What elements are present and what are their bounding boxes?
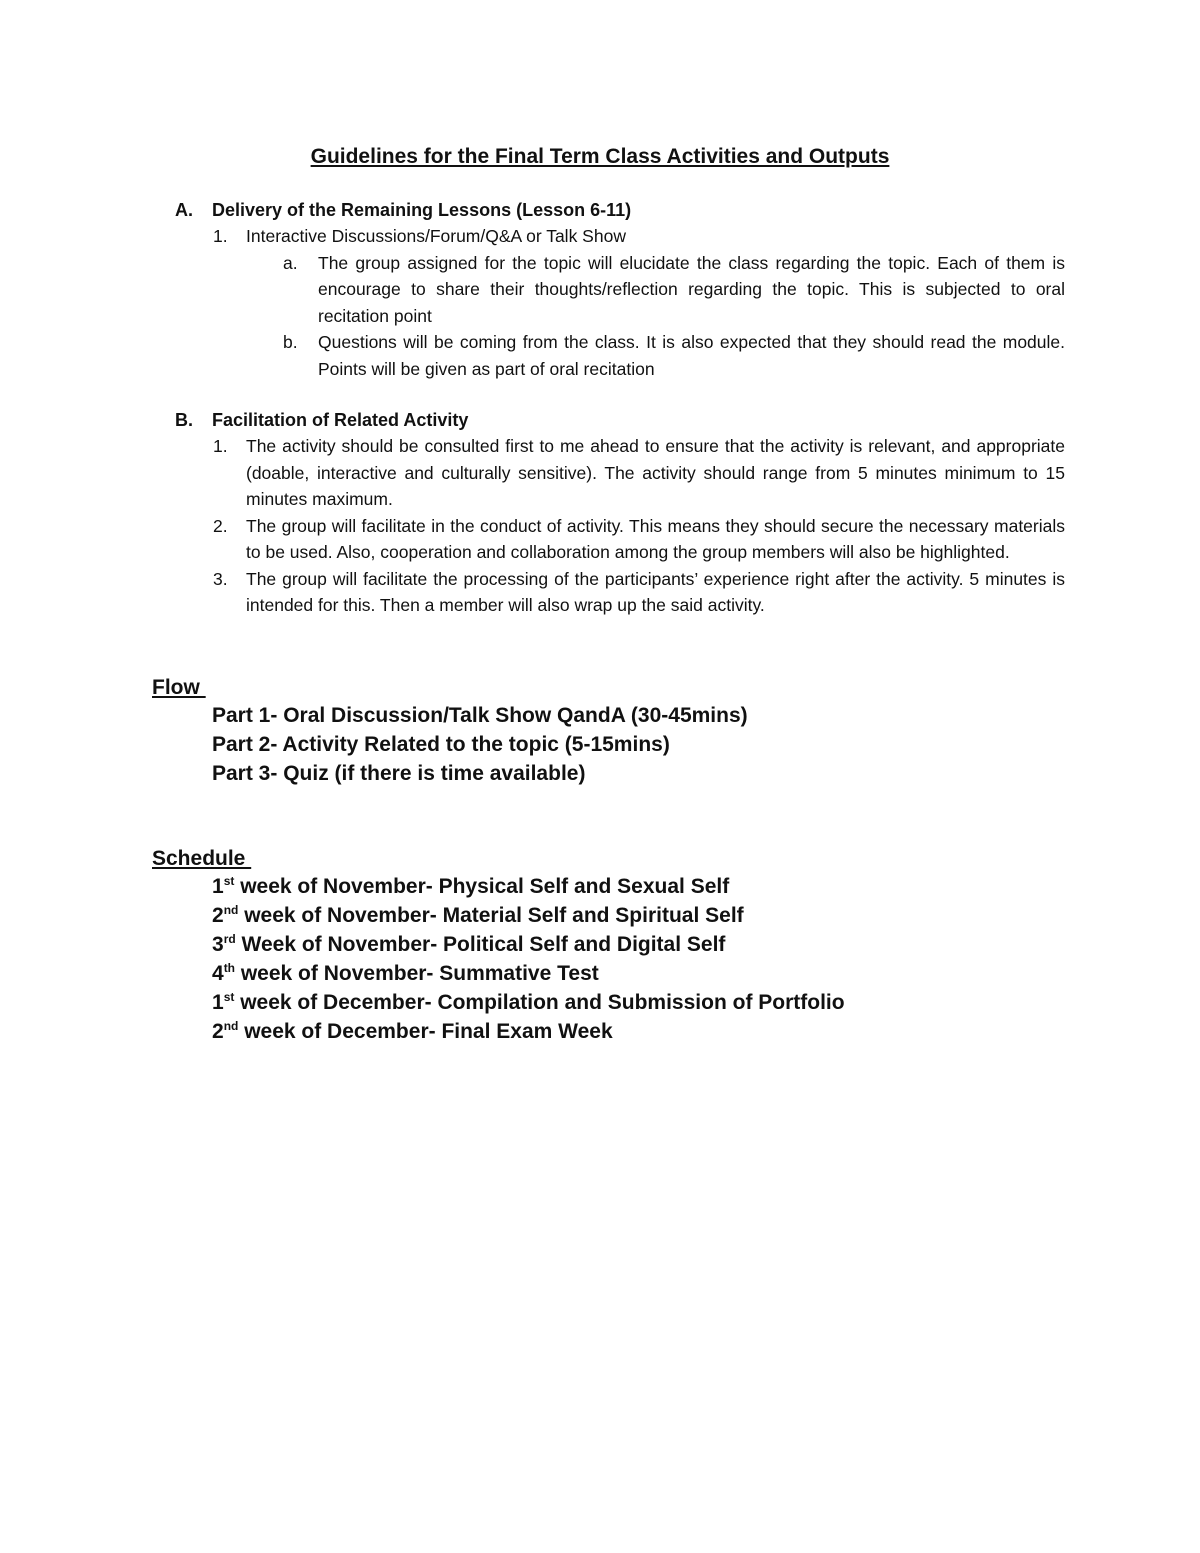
schedule-item — [212, 901, 1112, 930]
sub-list-item-text: Questions will be coming from the class. It is also expected that they should read the module. Points will be given as part of oral recitation — [318, 332, 1065, 379]
schedule-item — [212, 930, 1112, 959]
section-b — [175, 407, 1065, 619]
schedule-item-text: Week of November- Political Self and Digital Self — [235, 933, 726, 956]
section-a — [175, 197, 1065, 382]
section-b-letter: B. — [175, 410, 193, 430]
list-item-text: The group will facilitate the processing of the participants’ experience right after the activity. 5 minutes is intended for this. Then a member will also wrap up the said activity. — [246, 568, 1065, 615]
list-item — [213, 513, 1065, 566]
schedule-item-number: 4 — [212, 962, 224, 985]
schedule-item-ordinal: th — [223, 961, 236, 975]
schedule-item-ordinal: st — [223, 874, 235, 888]
schedule-item — [212, 988, 1112, 1017]
schedule-item-text: week of November- Material Self and Spiritual Self — [238, 904, 744, 927]
list-item-text: The group will facilitate in the conduct of activity. This means they should secure the necessary materials to be used. Also, cooperation and collaboration among the group members will also be highlighted. — [246, 515, 1065, 562]
sub-list-item-letter: a. — [283, 252, 298, 273]
schedule-item-text: week of November- Physical Self and Sexual Self — [234, 875, 730, 898]
list-item-text: The activity should be consulted first to me ahead to ensure that the activity is relevant, and appropriate (doable, interactive and culturally sensitive). The activity should range from 5 minutes minimum to 15 minutes maximum. — [246, 436, 1065, 509]
schedule-item-number: 2 — [212, 904, 224, 927]
sub-list-item-text: The group assigned for the topic will elucidate the class regarding the topic. Each of them is encourage to share their thoughts/reflection regarding the topic. This is subjected to oral recitation point — [318, 252, 1065, 326]
list-item-number: 3. — [213, 568, 228, 589]
flow-heading: Flow — [152, 676, 206, 699]
sub-list-item-letter: b. — [283, 332, 298, 352]
schedule-item-number: 1 — [212, 991, 224, 1014]
schedule-item-ordinal: nd — [223, 1019, 239, 1033]
schedule-item-number: 3 — [212, 933, 224, 956]
schedule-heading: Schedule — [152, 847, 252, 870]
list-item-number: 1. — [213, 436, 228, 456]
schedule-item-ordinal: rd — [223, 932, 236, 946]
list-item — [213, 433, 1065, 513]
schedule-list — [212, 872, 1112, 1046]
flow-list — [212, 701, 1112, 788]
sub-list-item — [283, 250, 1065, 330]
section-a-title: Delivery of the Remaining Lessons (Lesson 6-11) — [212, 200, 632, 220]
list-item-number: 2. — [213, 515, 228, 536]
schedule-item — [212, 959, 1112, 988]
schedule-item-text: week of December- Compilation and Submission of Portfolio — [234, 991, 845, 1014]
list-item — [213, 223, 1065, 250]
schedule-item-ordinal: st — [223, 990, 235, 1004]
schedule-item-text: week of December- Final Exam Week — [238, 1020, 613, 1043]
schedule-item — [212, 1017, 1112, 1046]
flow-part-2: Part 2- Activity Related to the topic (5-15mins) — [212, 733, 670, 756]
section-b-title: Facilitation of Related Activity — [212, 410, 469, 430]
list-item-text: Interactive Discussions/Forum/Q&A or Talk Show — [246, 226, 626, 246]
sub-list-item — [283, 329, 1065, 382]
flow-part-1: Part 1- Oral Discussion/Talk Show QandA (30-45mins) — [212, 704, 748, 727]
section-a-letter: A. — [175, 200, 193, 220]
schedule-item-number: 1 — [212, 875, 224, 898]
document-title: Guidelines for the Final Term Class Activities and Outputs — [310, 145, 890, 168]
flow-part-3: Part 3- Quiz (if there is time available) — [212, 762, 586, 785]
list-item — [213, 566, 1065, 619]
list-item-number: 1. — [213, 226, 228, 246]
section-a-heading — [175, 197, 1065, 223]
schedule-item — [212, 872, 1112, 901]
schedule-item-ordinal: nd — [223, 903, 239, 917]
section-b-heading — [175, 407, 1065, 433]
schedule-item-number: 2 — [212, 1020, 224, 1043]
schedule-item-text: week of November- Summative Test — [235, 962, 599, 985]
